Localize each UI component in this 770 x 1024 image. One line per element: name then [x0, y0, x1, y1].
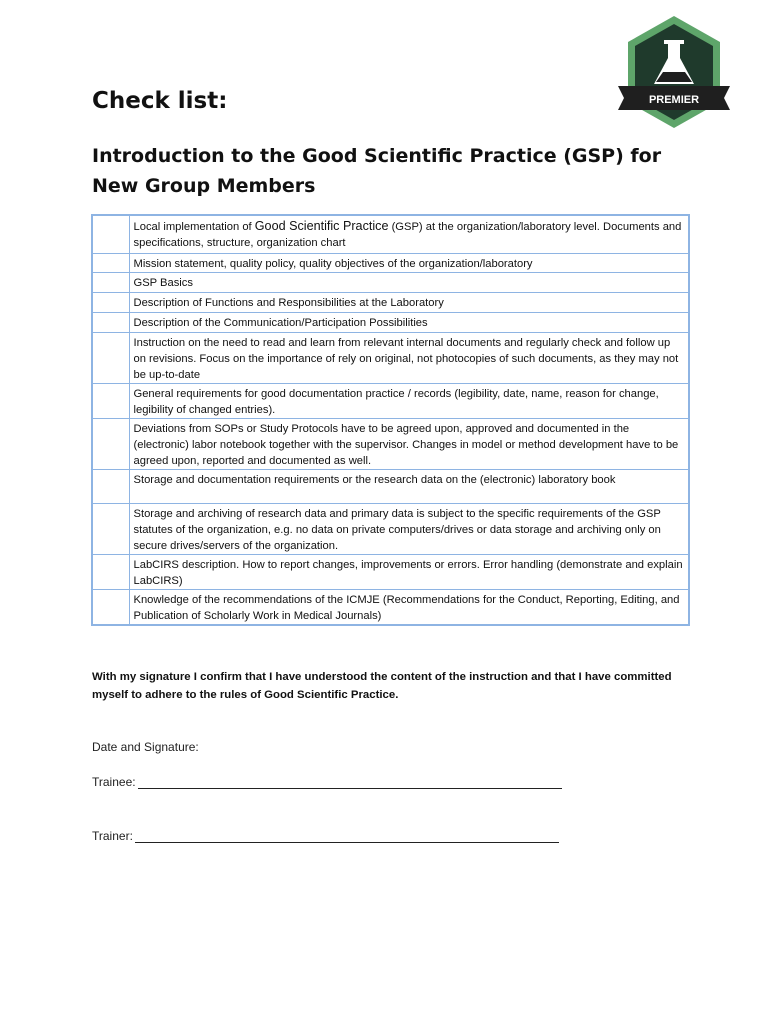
checklist-item: Deviations from SOPs or Study Protocols have to be agreed upon, approved and documented in the (electronic) labor notebook together with the supervisor. Changes in model or method development have to be agreed upon, reported and documented as well. [129, 418, 689, 469]
checklist-item: LabCIRS description. How to report changes, improvements or errors. Error handling (demonstrate and explain LabCIRS) [129, 554, 689, 589]
trainer-signature-row [92, 829, 559, 843]
checkbox-cell[interactable] [92, 253, 129, 272]
checklist-row [92, 215, 689, 253]
page-title: Check list: [92, 88, 228, 114]
checklist-item: Knowledge of the recommendations of the ICMJE (Recommendations for the Conduct, Reporting, Editing, and Publication of Scholarly Work in Medical Journals) [129, 589, 689, 625]
checklist-item: Instruction on the need to read and learn from relevant internal documents and regularly check and follow up on revisions. Focus on the importance of rely on original, not photocopies of such documents, as they may not be up-to-date [129, 332, 689, 383]
trainee-signature-row [92, 775, 562, 789]
checklist-row [92, 554, 689, 589]
checkbox-cell[interactable] [92, 383, 129, 418]
trainee-label: Trainee: [92, 775, 136, 789]
checklist-item: Storage and documentation requirements or the research data on the (electronic) laboratory book [129, 469, 689, 503]
checklist-row [92, 272, 689, 292]
page-subtitle: Introduction to the Good Scientific Practice (GSP) for New Group Members [92, 145, 662, 197]
premier-badge [618, 14, 730, 130]
confirmation-statement: With my signature I confirm that I have understood the content of the instruction and that I have committed myself to adhere to the rules of Good Scientific Practice. [92, 671, 672, 701]
checklist-item: Storage and archiving of research data and primary data is subject to the specific requirements of the GSP statutes of the organization, e.g. no data on private computers/drives or data storage and archiving only on secure drives/servers of the organization. [129, 503, 689, 554]
checkbox-cell[interactable] [92, 272, 129, 292]
checklist-row [92, 332, 689, 383]
checklist-row [92, 292, 689, 312]
checklist-row [92, 503, 689, 554]
trainee-signature-line[interactable] [138, 777, 562, 789]
checkbox-cell[interactable] [92, 469, 129, 503]
badge-label: PREMIER [648, 94, 700, 106]
checklist-row [92, 312, 689, 332]
checkbox-cell[interactable] [92, 292, 129, 312]
checkbox-cell[interactable] [92, 503, 129, 554]
checklist-row [92, 418, 689, 469]
checklist-row [92, 383, 689, 418]
checklist-table [91, 214, 690, 626]
checklist-item: Mission statement, quality policy, quality objectives of the organization/laboratory [129, 253, 689, 272]
checkbox-cell[interactable] [92, 589, 129, 625]
trainer-signature-line[interactable] [135, 831, 559, 843]
item-text-post: (GSP) at the organization/laboratory level. Documents and specifications, structure, organization chart [133, 221, 682, 249]
item-text-emphasis: Good Scientific Practice [254, 219, 389, 233]
checkbox-cell[interactable] [92, 554, 129, 589]
checklist-item: Description of the Communication/Participation Possibilities [129, 312, 689, 332]
checklist-item: General requirements for good documentation practice / records (legibility, date, name, reason for change, legibility of changed entries). [129, 383, 689, 418]
date-signature-label: Date and Signature: [92, 740, 199, 754]
checklist-row [92, 469, 689, 503]
checkbox-cell[interactable] [92, 332, 129, 383]
checklist-row [92, 253, 689, 272]
checkbox-cell[interactable] [92, 215, 129, 253]
trainer-label: Trainer: [92, 829, 133, 843]
checkbox-cell[interactable] [92, 418, 129, 469]
checkbox-cell[interactable] [92, 312, 129, 332]
item-text-pre: Local implementation of [133, 221, 255, 233]
checklist-row [92, 589, 689, 625]
checklist-item [129, 215, 689, 253]
checklist-item: Description of Functions and Responsibilities at the Laboratory [129, 292, 689, 312]
checklist-item: GSP Basics [129, 272, 689, 292]
